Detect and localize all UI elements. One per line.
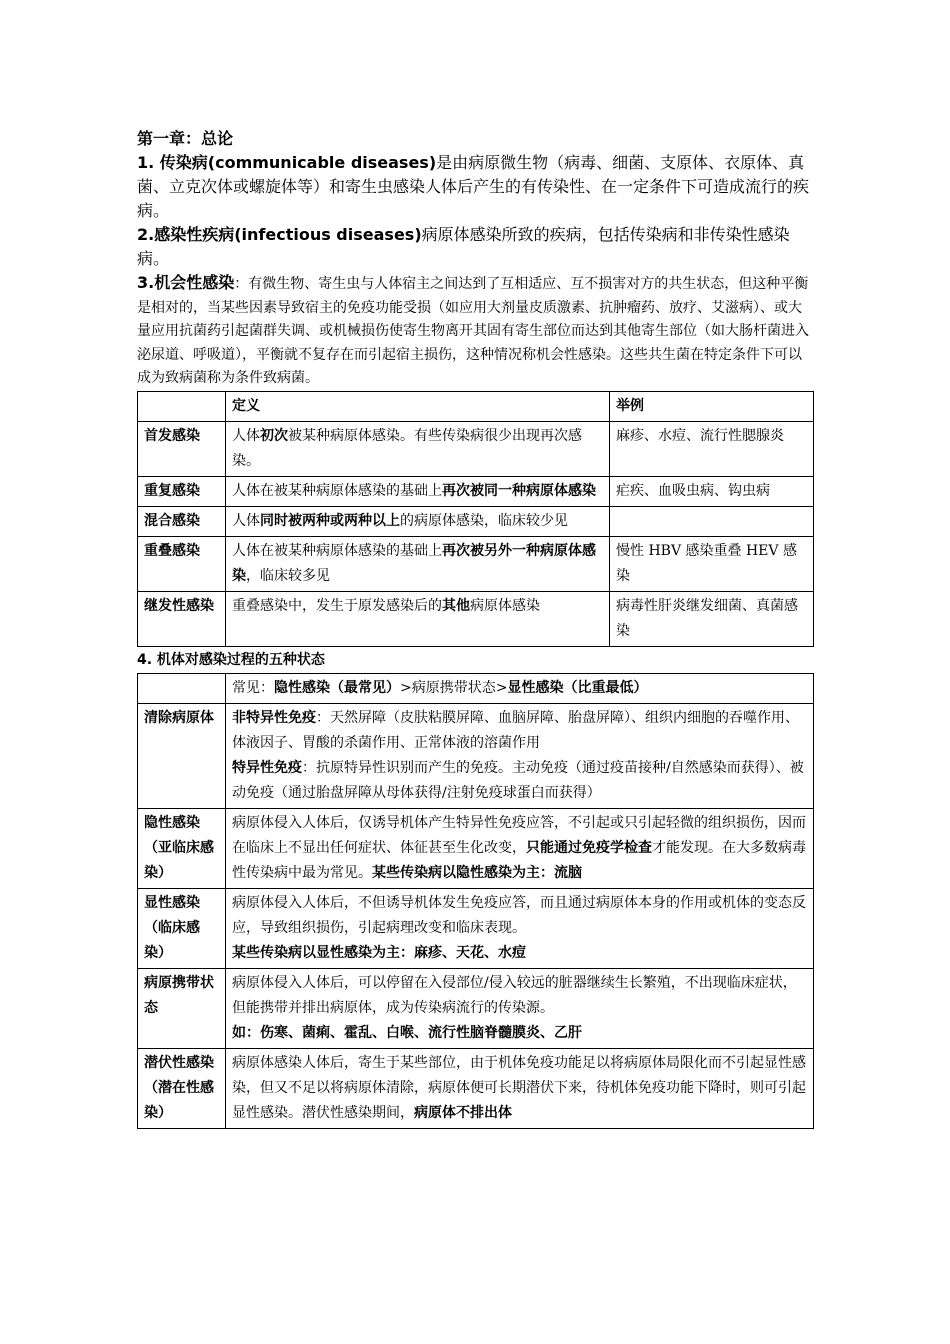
def-text: 人体在被某种病原体感染的基础上 [232,482,442,499]
desc-bold: 某些传染病以隐性感染为主：流脑 [372,864,582,881]
blank-cell [138,673,226,703]
row-name: 重叠感染 [138,536,226,591]
row-name: 隐性感染（亚临床感染） [138,808,226,888]
paragraph-4-heading: 4. 机体对感染过程的五种状态 [137,651,325,668]
row-description [226,888,814,968]
row-definition [226,536,610,591]
row-example [610,506,814,536]
desc-bold: 某些传染病以显性感染为主：麻疹、天花、水痘 [232,944,526,961]
table-header-cell: 举例 [610,391,814,421]
row-description [226,703,814,808]
desc-bold: 只能通过免疫学检查 [526,839,652,856]
paragraph-3-label: 3.机会性感染 [137,273,235,292]
def-text: 人体 [232,512,260,529]
row-description [226,968,814,1048]
row-name: 重复感染 [138,476,226,506]
table-row [138,1048,814,1128]
row-description [226,1048,814,1128]
def-text: 病原体感染 [470,597,540,614]
desc-text: ：天然屏障（皮肤粘膜屏障、血脑屏障、胎盘屏障）、组织内细胞的吞噬作用、体液因子、胃酸的杀菌作用、正常体液的溶菌作用 [232,709,799,751]
row-example: 麻疹、水痘、流行性腮腺炎 [610,421,814,476]
paragraph-1-label: 1. 传染病(communicable diseases) [137,153,437,172]
desc-text: 才能发现。在大多数病毒性传染病中最为常见。 [232,839,806,881]
table-header-row [138,391,814,421]
row-name: 潜伏性感染（潜在性感染） [138,1048,226,1128]
row-definition [226,476,610,506]
table-header-row [138,673,814,703]
def-bold: 再次被另外一种病原体感染 [232,542,596,584]
table-row [138,968,814,1048]
row-example: 疟疾、血吸虫病、钩虫病 [610,476,814,506]
def-text: 的病原体感染，临床较少见 [400,512,568,529]
summary-bold: 隐性感染（最常见） [274,679,400,696]
paragraph-2 [137,223,813,271]
row-example: 慢性 HBV 感染重叠 HEV 感染 [610,536,814,591]
row-definition [226,421,610,476]
row-name: 病原携带状态 [138,968,226,1048]
desc-text: 病原体侵入人体后，可以停留在入侵部位/侵入较远的脏器继续生长繁殖，不出现临床症状，但能携带并排出病原体，成为传染病流行的传染源。 [232,974,797,1016]
row-description [226,808,814,888]
row-name: 清除病原体 [138,703,226,808]
summary-mid: >病原携带状态> [400,679,508,696]
paragraph-3 [137,271,813,391]
def-bold: 再次被同一种病原体感染 [442,482,596,499]
desc-bold: 病原体不排出体 [414,1104,512,1121]
infection-states-table [137,673,814,1129]
paragraph-1-text: 是由病原微生物（病毒、细菌、支原体、衣原体、真菌、立克次体或螺旋体等）和寄生虫感染人体后产生的有传染性、在一定条件下可造成流行的疾病。 [137,153,810,220]
frequency-summary [226,673,814,703]
immunity-line [232,706,807,756]
def-text: ，临床较多见 [246,567,330,584]
def-text: 人体 [232,427,260,444]
desc-bold: 非特异性免疫 [232,709,316,726]
infection-types-table [137,391,814,647]
row-name: 继发性感染 [138,591,226,646]
row-name: 混合感染 [138,506,226,536]
row-name: 首发感染 [138,421,226,476]
paragraph-2-text: 病原体感染所致的疾病，包括传染病和非传染性感染病。 [137,225,790,268]
table-row [138,476,814,506]
table-header-cell: 定义 [226,391,610,421]
def-bold: 其他 [442,597,470,614]
def-bold: 同时被两种或两种以上 [260,512,400,529]
table-row [138,591,814,646]
desc-bold: 如：伤寒、菌痢、霍乱、白喉、流行性脑脊髓膜炎、乙肝 [232,1024,582,1041]
table-row [138,506,814,536]
table-header-cell [138,391,226,421]
immunity-line [232,756,807,806]
def-bold: 初次 [260,427,288,444]
row-definition [226,591,610,646]
chapter-title: 第一章：总论 [137,129,234,148]
table-row [138,808,814,888]
document-page [137,127,813,1129]
desc-text: 病原体侵入人体后，不但诱导机体发生免疫应答，而且通过病原体本身的作用或机体的变态反应，导致组织损伤，引起病理改变和临床表现。 [232,894,806,936]
row-example: 病毒性肝炎继发细菌、真菌感染 [610,591,814,646]
paragraph-3-text: ：有微生物、寄生虫与人体宿主之间达到了互相适应、互不损害对方的共生状态，但这种平衡是相对的，当某些因素导致宿主的免疫功能受损（如应用大剂量皮质激素、抗肿瘤药、放疗、艾滋病）、或大量应用抗菌药引起菌群失调、或机械损伤使寄生物离开其固有寄生部位而达到其他寄生部位（如大肠杆菌进入泌尿道、呼吸道），平衡就不复存在而引起宿主损伤，这种情况称机会性感染。这些共生菌在特定条件下可以成为致病菌称为条件致病菌。 [137,276,809,387]
desc-text: 病原体感染人体后，寄生于某些部位，由于机体免疫功能足以将病原体局限化而不引起显性感染，但又不足以将病原体清除，病原体便可长期潜伏下来，待机体免疫功能下降时，则可引起显性感染。潜伏性感染期间， [232,1054,806,1121]
row-definition [226,506,610,536]
def-text: 重叠感染中，发生于原发感染后的 [232,597,442,614]
table-row [138,421,814,476]
summary-prefix: 常见： [232,679,274,696]
desc-text: 病原体侵入人体后，仅诱导机体产生特异性免疫应答，不引起或只引起轻微的组织损伤，因而在临床上不显出任何症状、体征甚至生化改变， [232,814,806,856]
desc-text: ：抗原特异性识别而产生的免疫。主动免疫（通过疫苗接种/自然感染而获得）、被动免疫（通过胎盘屏障从母体获得/注射免疫球蛋白而获得） [232,759,804,801]
summary-bold: 显性感染（比重最低） [507,679,648,696]
paragraph-1 [137,151,813,223]
desc-bold: 特异性免疫 [232,759,302,776]
paragraph-2-label: 2.感染性疾病(infectious diseases) [137,225,422,244]
table-row [138,888,814,968]
table-row [138,536,814,591]
row-name: 显性感染（临床感染） [138,888,226,968]
def-text: 被某种病原体感染。有些传染病很少出现再次感染。 [232,427,582,469]
table-row [138,703,814,808]
def-text: 人体在被某种病原体感染的基础上 [232,542,442,559]
